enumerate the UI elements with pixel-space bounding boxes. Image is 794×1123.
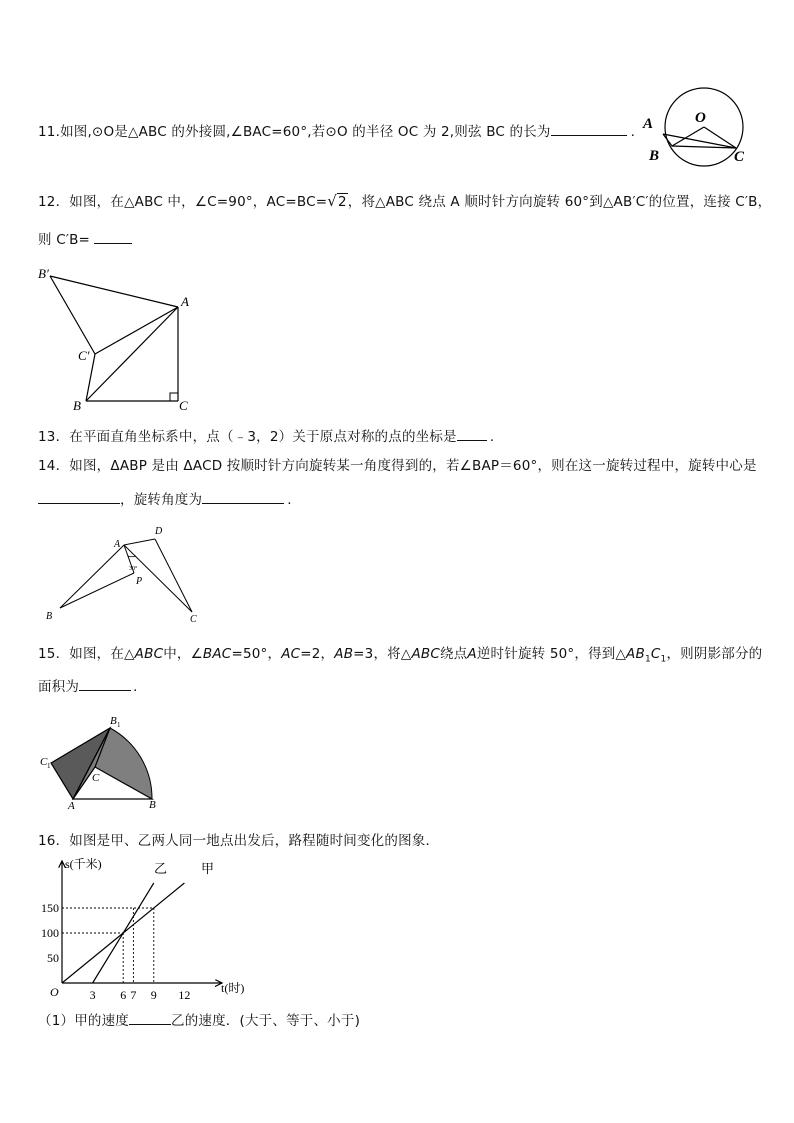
label-C: C [92, 772, 100, 784]
shaded-figure-15 [36, 712, 166, 812]
rotation-figure-14 [40, 520, 210, 628]
y-tick-label: 100 [41, 926, 59, 940]
y-tick-label: 50 [47, 951, 59, 965]
origin-label: O [50, 985, 59, 999]
label-B: B [46, 611, 53, 622]
label-C: C [190, 614, 197, 625]
label-B: B [649, 148, 660, 164]
label-B1: B [110, 715, 117, 727]
problem-14: 14．如图，ΔABP 是由 ΔACD 按顺时针方向旋转某一角度得到的，若∠BAP＝60°，则在这一旋转过程中，旋转中心是 [38, 458, 757, 474]
label-B: B [73, 398, 81, 413]
label-A: A [181, 294, 189, 309]
answer-blank-15[interactable] [79, 676, 131, 691]
label-angle-30: 30° [129, 566, 138, 572]
problem-16: 16．如图是甲、乙两人同一地点出发后，路程随时间变化的图象． [38, 833, 440, 849]
label-A: A [68, 800, 75, 812]
problem-12: 12．如图，在△ABC 中，∠C=90°，AC=BC=√2，将△ABC 绕点 A 顺时针方向旋转 60°到△AB′C′的位置，连接 C′B， [38, 192, 772, 210]
x-tick-label: 3 [89, 988, 96, 1002]
label-C1: C [40, 756, 48, 768]
y-tick-label: 150 [41, 901, 59, 915]
problem-15: 15．如图，在△ABC中，∠BAC=50°，AC=2，AB=3，将△ABC绕点A逆时针旋转 50°，得到$\triangle AB_1C_1$，则阴影部分的 [38, 646, 763, 665]
answer-blank-13[interactable] [457, 426, 487, 441]
answer-blank-14a[interactable] [38, 489, 120, 504]
x-axis-label: t(时) [221, 981, 245, 995]
svg-text:1: 1 [47, 762, 51, 770]
svg-text:1: 1 [117, 721, 121, 729]
triangle-figure-12 [36, 262, 196, 414]
series-line-1 [93, 883, 154, 983]
problem-11: 11.如图,⊙O是△ABC 的外接圆,∠BAC=60°,若⊙O 的半径 OC 为 2,则弦 BC 的长为 . [38, 121, 635, 141]
answer-blank-16[interactable] [129, 1010, 171, 1025]
label-O: O [695, 110, 706, 126]
label-C: C [734, 149, 745, 165]
x-tick-label: 6 [120, 988, 127, 1002]
label-B-prime: B′ [38, 266, 49, 281]
sqrt-2: √2 [327, 192, 347, 210]
problem-11-text: 11.如图,⊙O是△ABC 的外接圆,∠BAC=60°,若⊙O 的半径 OC 为 2,则弦 BC 的长为 [38, 124, 551, 140]
problem-15-line2: 面积为 . [38, 676, 138, 696]
problem-12-line2: 则 C′B= [38, 229, 132, 249]
label-C-prime: C′ [78, 348, 90, 363]
series-label-yi: 乙 [154, 861, 168, 876]
answer-blank-14b[interactable] [202, 489, 284, 504]
x-tick-label: 9 [150, 988, 157, 1002]
distance-time-chart [38, 853, 278, 1003]
series-label-jia: 甲 [201, 861, 215, 876]
label-B: B [149, 799, 156, 811]
problem-13: 13．在平面直角坐标系中，点（﹣3，2）关于原点对称的点的坐标是 . [38, 426, 494, 446]
problem-14-line2: ，旋转角度为 . [38, 489, 292, 509]
circle-figure-11 [636, 82, 756, 170]
label-P: P [136, 576, 143, 587]
y-axis-label: s(千米) [65, 857, 102, 871]
label-D: D [155, 526, 163, 537]
x-tick-label: 7 [130, 988, 137, 1002]
answer-blank-12[interactable] [94, 229, 132, 244]
answer-blank-11[interactable] [551, 121, 627, 136]
x-tick-label: 12 [178, 988, 191, 1002]
label-A: A [114, 539, 121, 550]
problem-16-q1: （1）甲的速度 乙的速度．(大于、等于、小于) [38, 1010, 360, 1030]
label-C: C [179, 398, 188, 413]
label-A: A [643, 116, 654, 132]
